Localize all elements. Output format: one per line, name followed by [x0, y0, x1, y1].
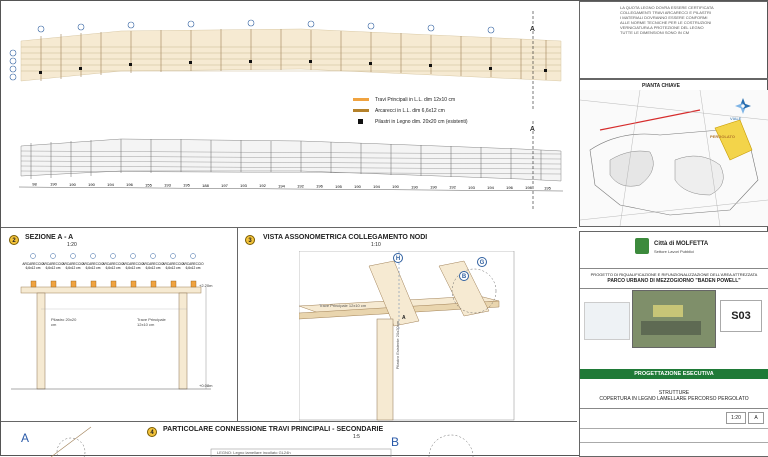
purlin-callout-label: ARCARECCIO	[42, 262, 64, 266]
purlin-callout-label: 6,6x12 cm	[125, 266, 141, 270]
legend-item	[353, 97, 543, 103]
consultant-logo	[584, 302, 630, 340]
note-line: VERNICIATURA A PROTEZIONE DEL LEGNO	[620, 25, 704, 30]
dimension-label: 193	[468, 184, 475, 190]
purlin-callout-label: ARCARECCIO	[82, 262, 104, 266]
dimension-label: 195	[544, 185, 551, 191]
purlin-grid-marker	[31, 254, 36, 259]
purlin-grid-marker	[151, 254, 156, 259]
scale-box: 1:20	[726, 412, 746, 424]
material-legend-text: LEGNO: Legno lamellare incollato GL24h	[217, 450, 291, 455]
divider-vertical	[237, 227, 238, 422]
city-crest-icon	[635, 238, 649, 254]
purlin-callout-label: ARCARECCIO	[62, 262, 84, 266]
panel-number-badge: 3	[245, 235, 255, 245]
title-block-divider	[580, 442, 768, 443]
purlin-callout-label: 6,6x12 cm	[45, 266, 61, 270]
level-top: +2.20m	[199, 283, 213, 288]
purlin-callout-label: 6,6x12 cm	[65, 266, 81, 270]
key-plan-map	[580, 90, 768, 226]
dimension-label: 193	[164, 182, 171, 188]
axo-beam-label: Trave Principale 12x10 cm	[319, 303, 367, 308]
dimension-label: 98	[32, 181, 37, 187]
subject-line-1: STRUTTURE	[658, 390, 690, 396]
purlin-grid-marker	[91, 254, 96, 259]
legend-swatch-purlins	[353, 109, 369, 112]
site-aerial-photo	[632, 290, 716, 348]
axo-cut-label: A	[402, 315, 406, 321]
revision-box: A	[748, 412, 764, 424]
pillar-left	[37, 293, 45, 389]
legend-label: Pilastri in Legno dim. 20x20 cm (esistenti)	[375, 119, 468, 125]
note-line: ALLE NORME TECNICHE PER LE COSTRUZIONI	[620, 20, 712, 25]
purlin-callout-label: ARCARECCIO	[102, 262, 124, 266]
divider-horizontal	[1, 227, 577, 228]
panel-scale: 1:10	[371, 242, 381, 248]
department-name: Settore Lavori Pubblici	[654, 249, 695, 254]
grid-marker-b: B	[459, 271, 469, 281]
key-plan	[579, 79, 768, 227]
axonometric-drawing	[299, 251, 515, 421]
title-block-divider	[580, 288, 768, 289]
phase-banner: PROGETTAZIONE ESECUTIVA	[580, 369, 768, 379]
axo-pillar	[377, 319, 393, 420]
purlin-callout-label: ARCARECCIO	[22, 262, 44, 266]
dimension-label: 196	[506, 185, 513, 191]
panel-scale: 1:5	[353, 434, 360, 440]
dimension-label: 195	[335, 183, 342, 189]
legend-swatch-pillars	[358, 119, 363, 124]
subject-line-2: COPERTURA IN LEGNO LAMELLARE PERCORSO PERGOLATO	[599, 396, 749, 402]
section-cut-label-bottom: A	[530, 126, 535, 133]
purlin-grid-marker	[111, 254, 116, 259]
axo-pillar-label: Pilastro Esistente 20x20cm	[395, 321, 400, 370]
dimension-label: 190	[411, 184, 418, 190]
sheet-code: S03	[720, 300, 762, 332]
legend-item	[353, 108, 543, 114]
beam-label: Trave Principale 12x10 cm	[137, 317, 166, 327]
legend-label: Travi Principali in L.L. dim 12x10 cm	[375, 97, 456, 103]
panel-number-badge: 4	[147, 427, 157, 437]
dimension-label: 188	[202, 182, 209, 188]
dimension-label: 190	[430, 184, 437, 190]
purlin-callouts	[22, 254, 204, 271]
note-line: I MATERIALI DOVRANNO ESSERE CONFORMI	[620, 15, 708, 20]
legend	[353, 97, 543, 125]
purlin-callout-label: ARCARECCIO	[182, 262, 204, 266]
purlin-callout-label: 6,6x12 cm	[145, 266, 161, 270]
notes-box	[579, 1, 768, 79]
legend-label: Arcarecci in L.L. dim 6,6x12 cm	[375, 108, 445, 114]
purlin-callout-label: ARCARECCIO	[142, 262, 164, 266]
pillar-right	[179, 293, 187, 389]
dimension-label: 194	[487, 184, 494, 190]
purlin-callout-label: ARCARECCIO	[122, 262, 144, 266]
purlin-callout-label: ARCARECCIO	[162, 262, 184, 266]
dimension-label: 196	[126, 182, 133, 188]
purlin-callout-label: 6,6x12 cm	[85, 266, 101, 270]
pillar-label: Pilastro 20x20 cm	[51, 317, 77, 327]
dimension-label: 192	[259, 183, 266, 189]
level-bottom: +0.08m	[199, 383, 213, 388]
dimension-label: 192	[449, 184, 456, 190]
panel-title: SEZIONE A - A	[25, 234, 74, 241]
note-line: LA QUOTA LEGNO DOVRA ESSERE CERTIFICATA	[620, 5, 714, 10]
title-block-divider	[580, 408, 768, 409]
purlin-callout-label: 6,6x12 cm	[165, 266, 181, 270]
city-name: Città di MOLFETTA	[654, 241, 709, 247]
dimension-label: 192	[297, 183, 304, 189]
panel-scale: 1:20	[67, 242, 77, 248]
dimension-label: 198	[525, 185, 532, 191]
legend-swatch-main-beams	[353, 98, 369, 101]
dimension-label: 190	[50, 181, 57, 187]
purlin-callout-label: 6,6x12 cm	[105, 266, 121, 270]
dimension-label: 194	[373, 184, 380, 190]
note-line: COLLEGAMENTI TRAVI ARCARECCI E PILASTRI	[620, 10, 711, 15]
key-plan-road-label: VIALE	[730, 116, 742, 121]
dimension-label: 194	[107, 182, 114, 188]
project-line-2: PARCO URBANO DI MEZZOGIORNO "BADEN POWELL"	[607, 278, 741, 284]
title-block	[579, 231, 768, 457]
key-plan-title: PIANTA CHIAVE	[642, 83, 680, 89]
purlin-callout-label: 6,6x12 cm	[25, 266, 41, 270]
detail-b-label: B	[391, 435, 400, 449]
dimension-label: 190	[69, 181, 76, 187]
title-block-divider	[580, 428, 768, 429]
legend-item	[353, 119, 543, 125]
purlin-grid-marker	[131, 254, 136, 259]
detail-a-label: A	[21, 431, 30, 445]
grid-marker-h: H	[393, 253, 403, 263]
dimension-label: 194	[278, 183, 285, 189]
dimension-label: 196	[316, 183, 323, 189]
purlin-callout-label: 6,6x12 cm	[185, 266, 201, 270]
grid-marker-g: G	[477, 257, 487, 267]
purlin-grid-marker	[51, 254, 56, 259]
dimension-label: 193	[240, 183, 247, 189]
dimension-label: 190	[88, 181, 95, 187]
project-line-1: PROGETTO DI RIQUALIFICAZIONE E RIFUNZIONALIZZAZIONE DELL'AREA ATTREZZATA	[590, 272, 758, 277]
panel-title: VISTA ASSONOMETRICA COLLEGAMENTO NODI	[263, 234, 428, 241]
dimension-label: 155	[145, 182, 152, 188]
panel-title: PARTICOLARE CONNESSIONE TRAVI PRINCIPALI - SECONDARIE	[163, 426, 384, 433]
section-cut-label-top: A	[530, 26, 535, 33]
note-line: TUTTE LE DIMENSIONI SONO IN CM	[620, 30, 690, 35]
purlin-grid-marker	[71, 254, 76, 259]
dimension-label: 195	[183, 182, 190, 188]
purlin-grid-marker	[171, 254, 176, 259]
notes-text	[580, 2, 768, 35]
dimension-label: 190	[354, 183, 361, 189]
dimension-label: 190	[392, 184, 399, 190]
section-drawing	[1, 251, 237, 421]
panel-number-badge: 2	[9, 235, 19, 245]
purlin-grid-marker	[191, 254, 196, 259]
title-block-divider	[580, 268, 768, 269]
key-plan-location-label: PERGOLATO	[710, 134, 735, 139]
dimension-label: 197	[221, 182, 228, 188]
